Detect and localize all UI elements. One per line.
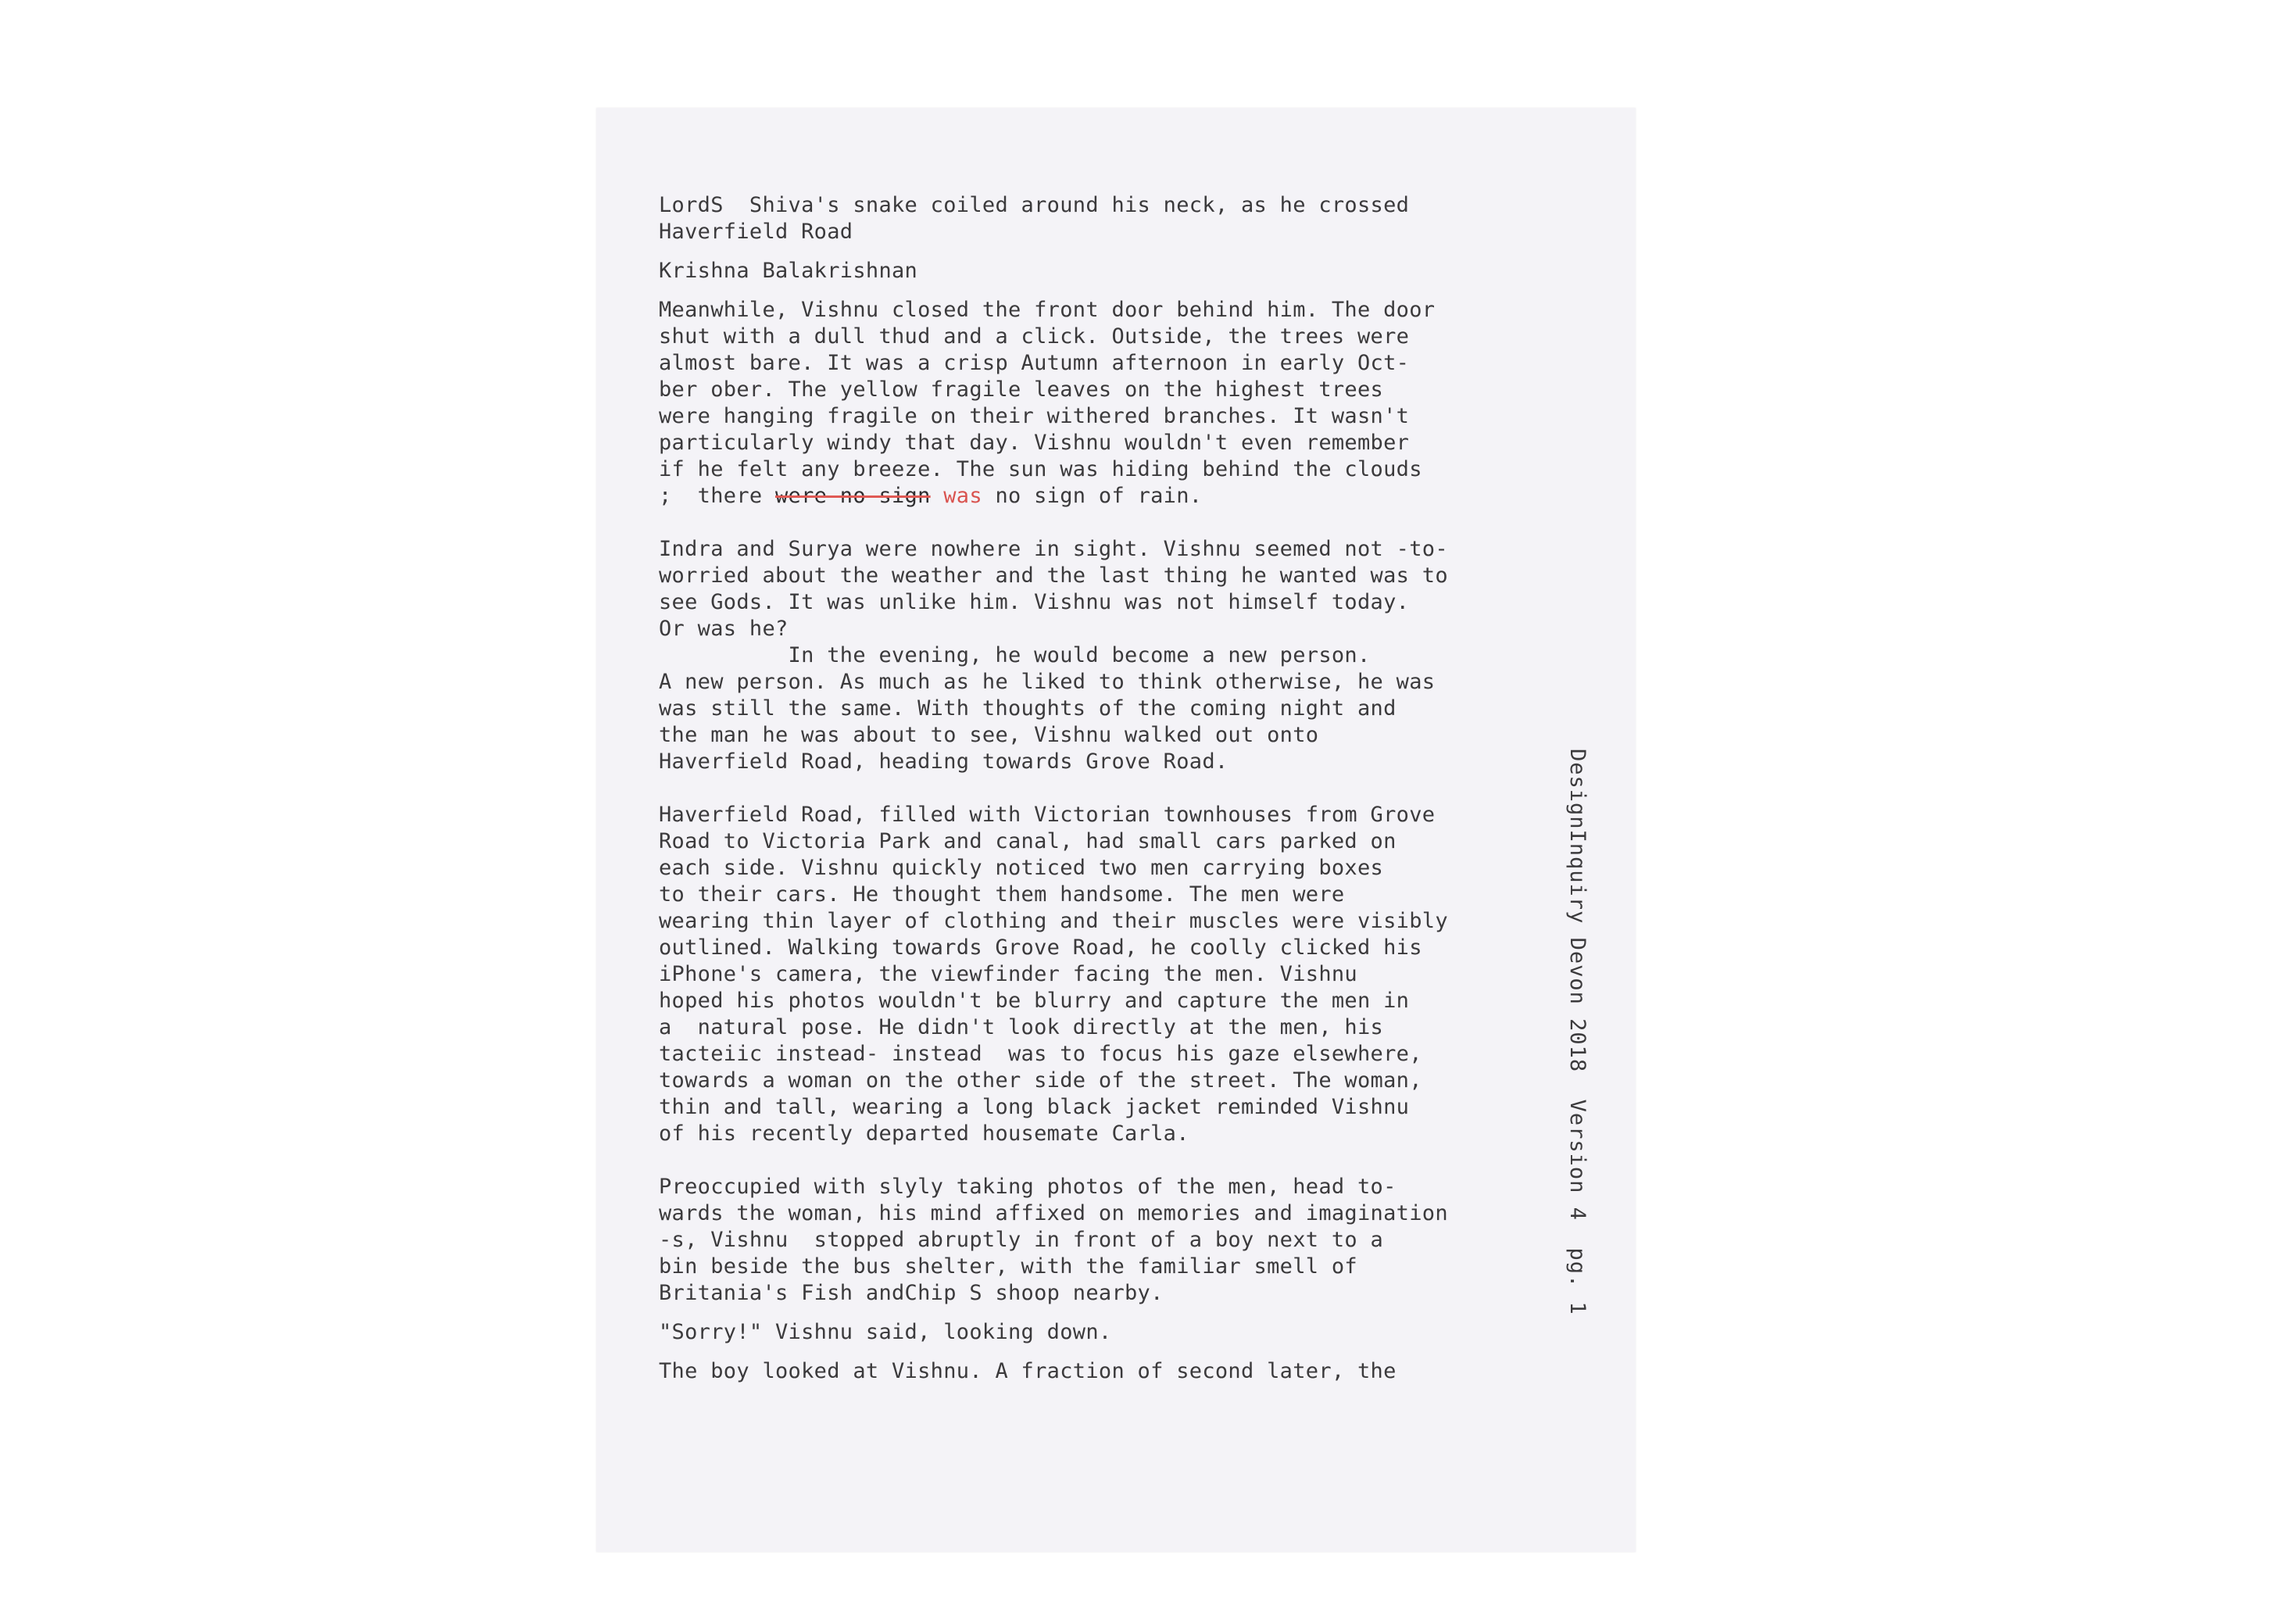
line-prefix: ; there	[659, 484, 775, 508]
paragraph-line: shut with a dull thud and a click. Outside, the trees were	[659, 324, 1410, 349]
paragraph-line: particularly windy that day. Vishnu wouldn't even remember	[659, 431, 1410, 455]
paragraph-line: the man he was about to see, Vishnu walked out onto	[659, 723, 1319, 747]
paragraph-line: Meanwhile, Vishnu closed the front door behind him. The door	[659, 298, 1436, 322]
title-line: Haverfield Road	[659, 220, 853, 244]
paragraph-line: ber ober. The yellow fragile leaves on the highest trees	[659, 377, 1384, 402]
paragraph-line: thin and tall, wearing a long black jacket reminded Vishnu	[659, 1095, 1410, 1119]
paragraph-line: were hanging fragile on their withered branches. It wasn't	[659, 404, 1410, 428]
paragraph-line: Haverfield Road, heading towards Grove Road.	[659, 749, 1228, 774]
paragraph-line: wearing thin layer of clothing and their muscles were visibly	[659, 909, 1448, 933]
paragraph-line: of his recently departed housemate Carla.	[659, 1121, 1189, 1146]
paragraph-line: wards the woman, his mind affixed on memories and imagination	[659, 1201, 1448, 1225]
paragraph-line: bin beside the bus shelter, with the familiar smell of	[659, 1254, 1357, 1279]
paragraph-line: In the evening, he would become a new person.	[659, 643, 1371, 667]
paragraph-line: Britania's Fish andChip S shoop nearby.	[659, 1281, 1164, 1305]
paragraph-line-corrected	[659, 483, 1550, 510]
paragraph-line: The boy looked at Vishnu. A fraction of second later, the	[659, 1359, 1397, 1383]
paragraph-line: Road to Victoria Park and canal, had small cars parked on	[659, 829, 1397, 853]
paragraph-line: each side. Vishnu quickly noticed two men carrying boxes	[659, 856, 1384, 880]
dialogue-line: "Sorry!" Vishnu said, looking down.	[659, 1320, 1112, 1344]
author-name: Krishna Balakrishnan	[659, 259, 918, 283]
paragraph-line: hoped his photos wouldn't be blurry and capture the men in	[659, 989, 1410, 1013]
red-insertion: was	[930, 484, 982, 508]
typed-text-body	[659, 192, 1550, 1385]
paragraph-line: tacteiic instead- instead was to focus his gaze elsewhere,	[659, 1042, 1422, 1066]
paragraph-line: towards a woman on the other side of the street. The woman,	[659, 1068, 1422, 1093]
paragraph-line: -s, Vishnu stopped abruptly in front of a boy next to a	[659, 1228, 1384, 1252]
paragraph-line: if he felt any breeze. The sun was hiding behind the clouds	[659, 457, 1422, 481]
paragraph-line: see Gods. It was unlike him. Vishnu was not himself today.	[659, 590, 1410, 614]
line-suffix: no sign of rain.	[982, 484, 1203, 508]
paragraph-line: Indra and Surya were nowhere in sight. Vishnu seemed not -to-	[659, 537, 1448, 561]
typed-page	[596, 108, 1636, 1552]
paragraph-line: worried about the weather and the last thing he wanted was to	[659, 563, 1448, 588]
paragraph-line: outlined. Walking towards Grove Road, he coolly clicked his	[659, 935, 1422, 960]
struck-text: were-no-sign	[775, 484, 931, 508]
paragraph-line: Preoccupied with slyly taking photos of the men, head to-	[659, 1175, 1397, 1199]
paragraph-line: was still the same. With thoughts of the coming night and	[659, 696, 1397, 721]
title-line: LordS Shiva's snake coiled around his neck, as he crossed	[659, 193, 1410, 217]
paragraph-line: Or was he?	[659, 617, 789, 641]
paragraph-line: A new person. As much as he liked to think otherwise, he was	[659, 670, 1436, 694]
page-margin-note: DesignInquiry Devon 2018 Version 4 pg. 1	[1565, 749, 1590, 1315]
paragraph-line: almost bare. It was a crisp Autumn afternoon in early Oct-	[659, 351, 1410, 375]
paragraph-line: a natural pose. He didn't look directly at the men, his	[659, 1015, 1384, 1039]
paragraph-line: iPhone's camera, the viewfinder facing the men. Vishnu	[659, 962, 1357, 986]
paragraph-line: to their cars. He thought them handsome. The men were	[659, 882, 1345, 907]
paragraph-line: Haverfield Road, filled with Victorian townhouses from Grove	[659, 803, 1436, 827]
